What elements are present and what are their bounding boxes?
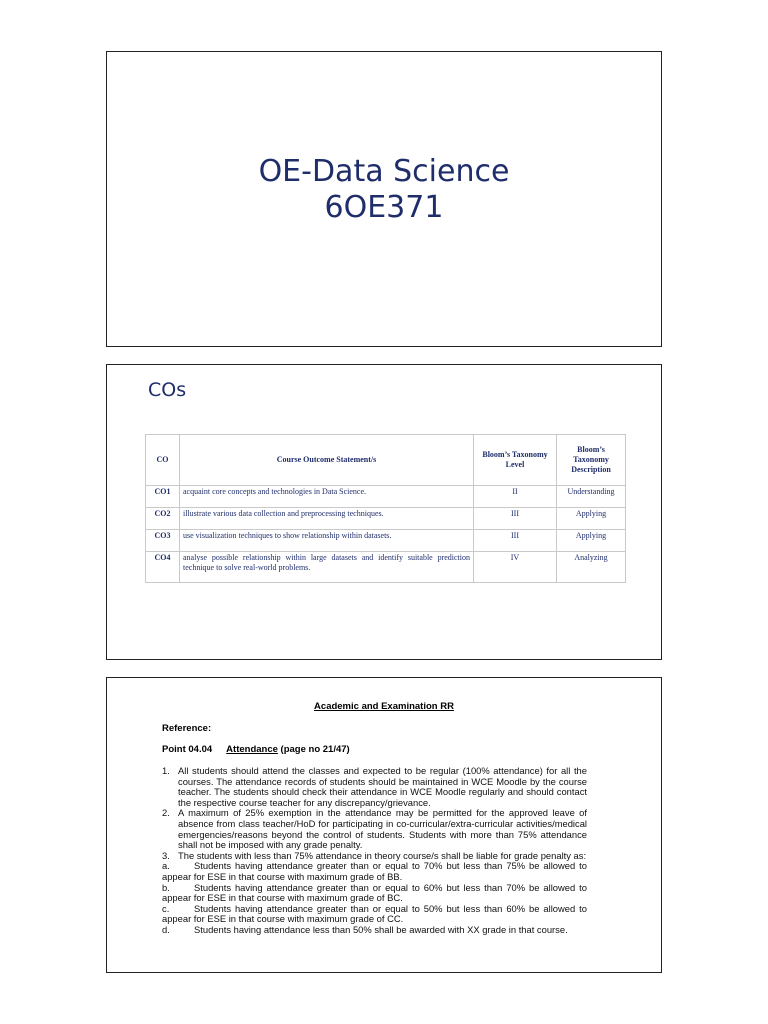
sub-item-text: Students having attendance greater than or equal to 70% but less than 75% be allowed to appear for ESE in that course with maximum grade of BB. xyxy=(162,860,587,882)
co-table-header-row xyxy=(146,435,626,486)
rr-heading: Academic and Examination RR xyxy=(314,701,454,712)
sub-item-text: Students having attendance greater than or equal to 50% but less than 60% be allowed to appear for ESE in that course with maximum grade of CC. xyxy=(162,902,587,925)
sub-item-letter: b. xyxy=(162,881,170,893)
table-row xyxy=(146,530,626,552)
co-level: III xyxy=(474,530,557,552)
point-topic: Attendance xyxy=(226,744,278,755)
co-level: IV xyxy=(474,552,557,583)
co-statement: acquaint core concepts and technologies in Data Science. xyxy=(180,486,474,508)
item-number: 3. xyxy=(162,849,170,861)
course-code: 6OE371 xyxy=(324,190,444,225)
item-text: A maximum of 25% exemption in the attendance may be permitted for the approved leave of absence from class teacher/HoD for participating in co-curricular/extra-curricular activities/medical emergencies/reasons beyond the control of students. Students with more than 75% attendance shall not be imposed with any grade penalty. xyxy=(178,807,587,851)
co-statement: illustrate various data collection and preprocessing techniques. xyxy=(180,508,474,530)
description-header: Bloom’s Taxonomy Description xyxy=(557,435,626,486)
table-row xyxy=(146,486,626,508)
sub-item xyxy=(162,883,587,904)
statement-header: Course Outcome Statement/s xyxy=(180,435,474,486)
co-table xyxy=(145,434,626,583)
co-statement: use visualization techniques to show relationship within datasets. xyxy=(180,530,474,552)
course-name: OE-Data Science xyxy=(258,154,510,189)
item-text: All students should attend the classes and expected to be regular (100% attendance) for all the courses. The attendance records of students should be maintained in WCE Moodle by the course teacher. The students should check their attendance in WCE Moodle regularly and should contact the respective course teacher for any discrepancy/grievance. xyxy=(178,765,587,808)
sub-item-letter: d. xyxy=(162,923,170,935)
point-page: (page no 21/47) xyxy=(280,744,350,755)
reference-label: Reference: xyxy=(162,723,212,734)
level-header: Bloom’s Taxonomy Level xyxy=(474,435,557,486)
item-number: 1. xyxy=(162,765,170,776)
co-header: CO xyxy=(146,435,180,486)
sub-item xyxy=(162,904,587,925)
co-description: Analyzing xyxy=(557,552,626,583)
co-statement: analyse possible relationship within large datasets and identify suitable prediction technique to solve real-world problems. xyxy=(180,552,474,583)
co-level: II xyxy=(474,486,557,508)
slide-title-text xyxy=(107,154,661,226)
sub-item xyxy=(162,925,587,936)
co-level: III xyxy=(474,508,557,530)
sub-item-text: Students having attendance greater than or equal to 60% but less than 70% be allowed to appear for ESE in that course with maximum grade of BC. xyxy=(162,881,587,904)
point-line xyxy=(162,744,350,755)
point-label: Point 04.04 xyxy=(162,744,213,755)
list-item xyxy=(162,808,587,850)
cos-heading: COs xyxy=(148,379,187,401)
co-id: CO1 xyxy=(146,486,180,508)
table-row xyxy=(146,508,626,530)
co-description: Applying xyxy=(557,530,626,552)
sub-item xyxy=(162,861,587,882)
slide-cos xyxy=(106,364,662,660)
sub-item-letter: a. xyxy=(162,860,170,872)
item-text: The students with less than 75% attendance in theory course/s shall be liable for grade penalty as: xyxy=(178,849,587,861)
slide-attendance-rules xyxy=(106,677,662,973)
rules-body xyxy=(162,766,587,936)
list-item xyxy=(162,766,587,808)
table-row xyxy=(146,552,626,583)
co-description: Applying xyxy=(557,508,626,530)
co-description: Understanding xyxy=(557,486,626,508)
co-id: CO4 xyxy=(146,552,180,583)
co-id: CO2 xyxy=(146,508,180,530)
slide-title xyxy=(106,51,662,347)
sub-item-letter: c. xyxy=(162,902,170,914)
sub-item-text: Students having attendance less than 50% shall be awarded with XX grade in that course. xyxy=(194,923,568,935)
item-number: 2. xyxy=(162,807,170,819)
co-id: CO3 xyxy=(146,530,180,552)
